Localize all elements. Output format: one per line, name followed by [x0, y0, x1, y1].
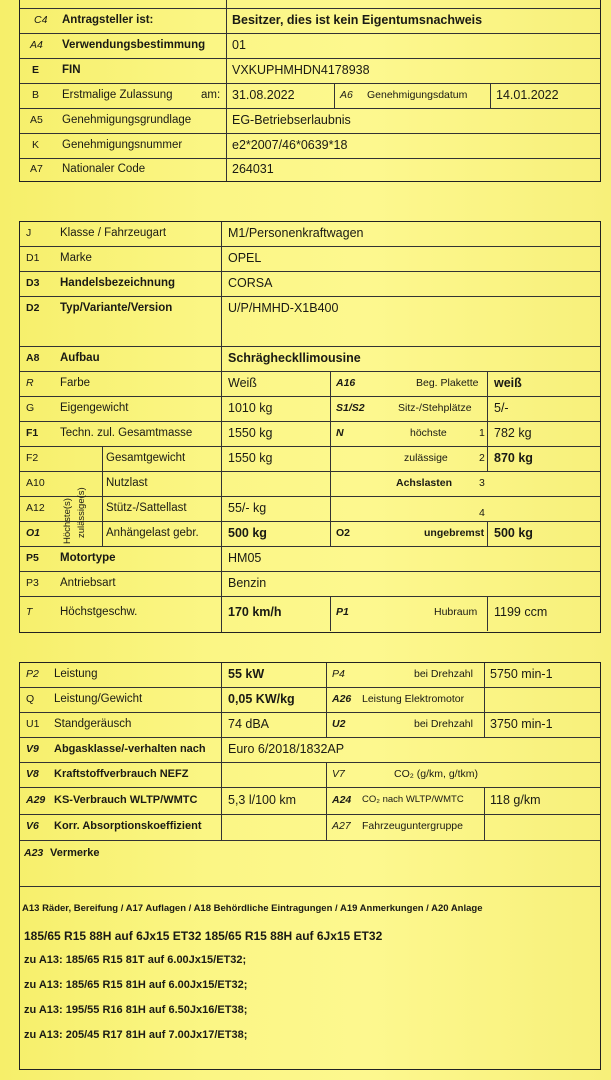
row-u1 — [20, 713, 600, 738]
value-axle-2: 870 kg — [494, 451, 533, 465]
value-top-speed: 170 km/h — [228, 605, 282, 619]
label-t: Höchstgeschw. — [60, 606, 138, 618]
label-v7: CO₂ (g/km, g/tkm) — [394, 768, 478, 780]
value-j: M1/Personenkraftwagen — [228, 226, 364, 240]
code-a5: A5 — [30, 114, 43, 126]
label-a12: Stütz-/Sattellast — [106, 502, 187, 514]
code-d3: D3 — [26, 277, 40, 289]
notes-line: zu A13: 205/45 R17 81H auf 7.00Jx17/ET38; — [24, 1029, 248, 1041]
value-vin: VXKUPHMHDN4178938 — [232, 63, 370, 77]
label-p2: Leistung — [54, 668, 98, 680]
row-q — [20, 688, 600, 713]
value-body: Schrägheckllimousine — [228, 351, 361, 365]
value-f2: 1550 kg — [228, 451, 273, 465]
row-a8 — [20, 347, 600, 372]
row-p5 — [20, 547, 600, 572]
label-u1: Standgeräusch — [54, 718, 132, 730]
value-c4: Besitzer, dies ist kein Eigentumsnachweis — [232, 13, 483, 27]
code-a4: A4 — [30, 39, 43, 51]
label-v6: Korr. Absorptionskoeffizient — [54, 820, 202, 832]
value-approval-date: 14.01.2022 — [496, 88, 559, 102]
label-a8: Aufbau — [60, 352, 100, 364]
label-v9: Abgasklasse/-verhalten nach — [54, 743, 206, 755]
code-p4: P4 — [332, 668, 345, 680]
value-u1: 74 dBA — [228, 717, 270, 731]
code-a12: A12 — [26, 502, 45, 514]
row-o1 — [20, 522, 600, 547]
value-first-registration: 31.08.2022 — [232, 88, 295, 102]
label-f2: Gesamtgewicht — [106, 452, 186, 464]
value-make: OPEL — [228, 251, 262, 265]
row-k — [20, 134, 600, 159]
row-a10 — [20, 472, 600, 497]
value-emission-class: Euro 6/2018/1832AP — [228, 742, 345, 756]
label-v8: Kraftstoffverbrauch NEFZ — [54, 768, 189, 780]
label-f1: Techn. zul. Gesamtmasse — [60, 427, 193, 439]
vertical-label-hoechste: Höchste(s) — [62, 498, 73, 544]
label-a27: Fahrzeuguntergruppe — [362, 820, 463, 832]
value-p4: 5750 min-1 — [490, 667, 553, 681]
code-v6: V6 — [26, 820, 39, 832]
value-model: CORSA — [228, 276, 273, 290]
code-k: K — [32, 139, 40, 151]
code-v8: V8 — [26, 768, 39, 780]
label-achslasten: Achslasten — [396, 477, 453, 489]
axle-4: 4 — [479, 507, 485, 519]
code-a23: A23 — [24, 847, 44, 859]
code-g: G — [26, 402, 35, 414]
notes-section — [20, 887, 600, 1069]
value-displacement: 1199 ccm — [494, 605, 548, 619]
code-o2: O2 — [336, 527, 351, 539]
label-p3: Antriebsart — [60, 577, 116, 589]
label-a10: Nutzlast — [106, 477, 148, 489]
label-o2: ungebremst — [424, 527, 485, 539]
row-g — [20, 397, 600, 422]
value-power: 55 kW — [228, 667, 265, 681]
code-a7: A7 — [30, 163, 43, 175]
row-v8 — [20, 763, 600, 788]
label-a7: Nationaler Code — [62, 163, 146, 175]
code-p5: P5 — [26, 552, 39, 564]
axle-1: 1 — [479, 427, 485, 439]
value-a7: 264031 — [232, 162, 274, 176]
code-a26: A26 — [332, 693, 352, 705]
code-v9: V9 — [26, 743, 39, 755]
row-d1 — [20, 247, 600, 272]
code-a27: A27 — [332, 820, 351, 832]
code-r: R — [26, 377, 34, 389]
label-a24: CO₂ nach WLTP/WMTC — [362, 794, 464, 805]
value-a29: 5,3 l/100 km — [228, 793, 297, 807]
value-g: 1010 kg — [228, 401, 273, 415]
value-a16: weiß — [494, 376, 522, 390]
label-d3: Handelsbezeichnung — [60, 277, 176, 289]
row-r — [20, 372, 600, 397]
label-s1s2: Sitz-/Stehplätze — [398, 402, 472, 414]
value-color: Weiß — [228, 376, 257, 390]
row-v9 — [20, 738, 600, 763]
code-a8: A8 — [26, 352, 40, 364]
code-a24: A24 — [332, 794, 352, 806]
label-a4: Verwendungsbestimmung — [62, 39, 206, 51]
vertical-label-zulaessige: zulässige(s) — [76, 487, 87, 538]
label-r: Farbe — [60, 377, 91, 389]
row-a7 — [20, 159, 600, 181]
label-g: Eigengewicht — [60, 402, 129, 414]
row-e — [20, 59, 600, 84]
code-u2: U2 — [332, 718, 346, 730]
axle-2: 2 — [479, 452, 485, 464]
label-c4: Antragsteller ist: — [62, 14, 154, 26]
row-j — [20, 222, 600, 247]
row-v6 — [20, 815, 600, 841]
value-a4: 01 — [232, 38, 246, 52]
label-d1: Marke — [60, 252, 92, 264]
label-e: FIN — [62, 64, 81, 76]
value-f1: 1550 kg — [228, 426, 273, 440]
code-d2: D2 — [26, 302, 40, 314]
code-j: J — [26, 227, 32, 239]
code-t: T — [26, 606, 33, 618]
value-o2: 500 kg — [494, 526, 533, 540]
label-p4: bei Drehzahl — [414, 668, 473, 680]
row-f2 — [20, 447, 600, 472]
code-v7: V7 — [332, 768, 345, 780]
row-d3 — [20, 272, 600, 297]
label-a23: Vermerke — [50, 847, 100, 859]
row-a29 — [20, 788, 600, 815]
registration-block — [19, 0, 601, 182]
row-a23 — [20, 841, 600, 887]
row-p2 — [20, 663, 600, 688]
label-n-hoechste: höchste — [410, 427, 447, 439]
value-q: 0,05 KW/kg — [228, 692, 295, 706]
label-p1: Hubraum — [434, 606, 478, 618]
row-d2 — [20, 297, 600, 347]
value-u2: 3750 min-1 — [490, 717, 553, 731]
notes-line: zu A13: 185/65 R15 81T auf 6.00Jx15/ET32; — [24, 954, 247, 966]
code-q: Q — [26, 693, 35, 705]
row-a4 — [20, 34, 600, 59]
value-fuel: Benzin — [228, 576, 267, 590]
code-p1: P1 — [336, 606, 349, 618]
code-a16: A16 — [336, 377, 356, 389]
axle-3: 3 — [479, 477, 485, 489]
performance-block — [19, 662, 601, 1070]
code-p2: P2 — [26, 668, 39, 680]
value-a12: 55/- kg — [228, 501, 267, 515]
code-s1s2: S1/S2 — [336, 402, 365, 414]
code-b: B — [32, 89, 40, 101]
row-a5 — [20, 109, 600, 134]
code-p3: P3 — [26, 577, 39, 589]
notes-line: zu A13: 185/65 R15 81H auf 6.00Jx15/ET32; — [24, 979, 248, 991]
row-f1 — [20, 422, 600, 447]
row-t — [20, 597, 600, 631]
code-a10: A10 — [26, 477, 45, 489]
label-d2: Typ/Variante/Version — [60, 302, 173, 314]
notes-header: A13 Räder, Bereifung / A17 Auflagen / A18 Behördliche Eintragungen / A19 Anmerkungen / A20 Anlage — [22, 903, 483, 914]
label-b: Erstmalige Zulassung — [62, 89, 173, 101]
notes-line: zu A13: 195/55 R16 81H auf 6.50Jx16/ET38; — [24, 1004, 248, 1016]
label-u2: bei Drehzahl — [414, 718, 473, 730]
label-a6: Genehmigungsdatum — [367, 89, 468, 101]
code-f1: F1 — [26, 427, 39, 439]
label-a26: Leistung Elektromotor — [362, 693, 465, 705]
label-k: Genehmigungsnummer — [62, 139, 183, 151]
notes-line: 185/65 R15 88H auf 6Jx15 ET32 185/65 R15 88H auf 6Jx15 ET32 — [24, 929, 383, 943]
code-e: E — [32, 64, 40, 76]
code-c4: C4 — [34, 14, 48, 26]
value-k: e2*2007/46*0639*18 — [232, 138, 348, 152]
label-a5: Genehmigungsgrundlage — [62, 114, 192, 126]
label-a29: KS-Verbrauch WLTP/WMTC — [54, 794, 198, 806]
row-c4 — [20, 9, 600, 34]
value-o1: 500 kg — [228, 526, 267, 540]
label-zulaessige: zulässige — [404, 452, 448, 464]
row-b — [20, 84, 600, 109]
label-j: Klasse / Fahrzeugart — [60, 227, 167, 239]
code-d1: D1 — [26, 252, 40, 264]
label-b-suffix: am: — [201, 89, 221, 101]
code-a6: A6 — [340, 89, 353, 101]
value-s1s2: 5/- — [494, 401, 509, 415]
row-p3 — [20, 572, 600, 597]
label-o1: Anhängelast gebr. — [106, 527, 199, 539]
code-n: N — [336, 427, 344, 439]
label-a16: Beg. Plakette — [416, 377, 479, 389]
code-u1: U1 — [26, 718, 40, 730]
vehicle-block — [19, 221, 601, 633]
label-p5: Motortype — [60, 552, 116, 564]
value-d2: U/P/HMHD-X1B400 — [228, 301, 339, 315]
code-a29: A29 — [26, 794, 46, 806]
value-co2: 118 g/km — [490, 793, 541, 807]
value-engine-type: HM05 — [228, 551, 262, 565]
row-a12 — [20, 497, 600, 522]
value-a5: EG-Betriebserlaubnis — [232, 113, 351, 127]
code-o1: O1 — [26, 527, 41, 539]
code-f2: F2 — [26, 452, 39, 464]
value-axle-1: 782 kg — [494, 426, 532, 440]
label-q: Leistung/Gewicht — [54, 693, 143, 705]
